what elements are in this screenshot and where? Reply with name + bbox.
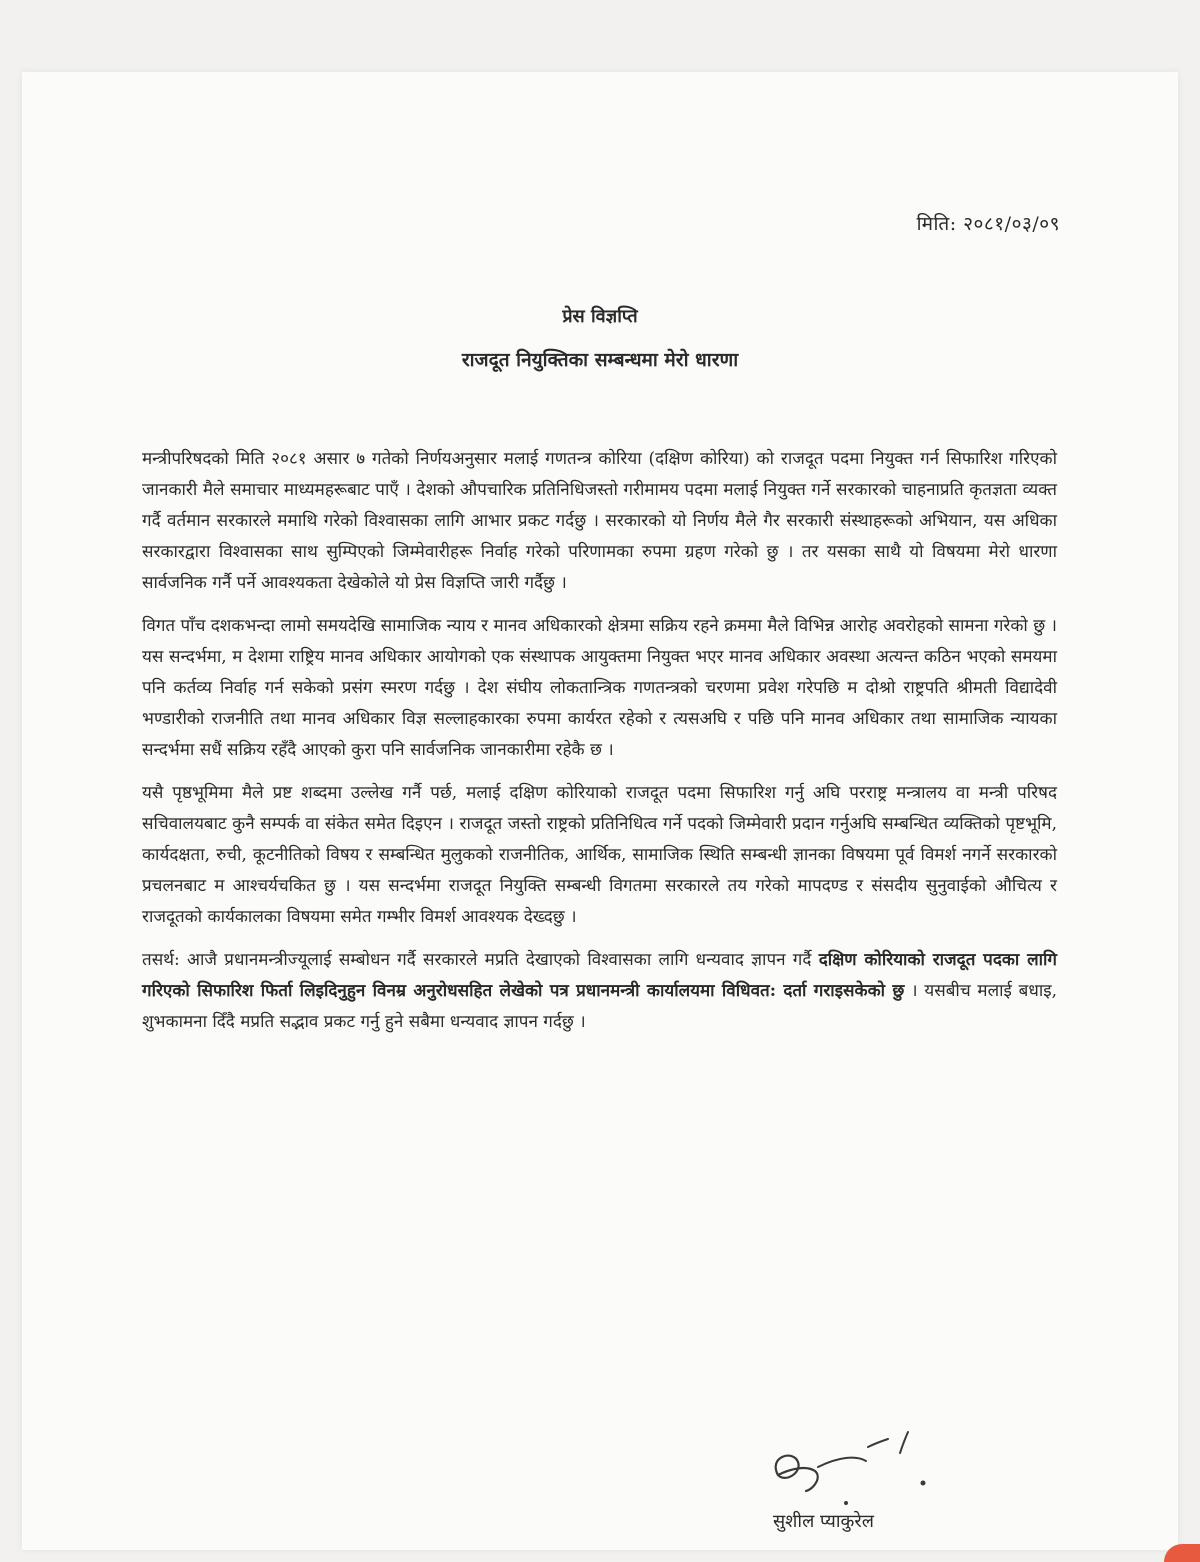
press-release-page [22,72,1178,1550]
document-body [142,444,1057,1050]
signer-name: सुशील प्याकुरेल [773,1511,874,1532]
paragraph-2: विगत पाँच दशकभन्दा लामो समयदेखि सामाजिक न्याय र मानव अधिकारको क्षेत्रमा सक्रिय रहने क्रममा मैले विभिन्न आरोह अवरोहको सामना गरेको छु । यस सन्दर्भमा, म देशमा राष्ट्रिय मानव अधिकार आयोगको एक संस्थापक आयुक्तमा नियुक्त भएर मानव अधिकार अवस्था अत्यन्त कठिन भएको समयमा पनि कर्तव्य निर्वाह गर्न सकेको प्रसंग स्मरण गर्दछु । देश संघीय लोकतान्त्रिक गणतन्त्रको चरणमा प्रवेश गरेपछि म दोश्रो राष्ट्रपति श्रीमती विद्यादेवी भण्डारीको राजनीति तथा मानव अधिकार विज्ञ सल्लाहकारका रुपमा कार्यरत रहेको र त्यसअघि र पछि पनि मानव अधिकार तथा सामाजिक न्यायका सन्दर्भमा सधैं सक्रिय रहँदै आएको कुरा पनि सार्वजनिक जानकारीमा रहेकै छ । [142,616,1057,760]
handwritten-signature [718,1417,968,1507]
paragraph-4 [142,945,1057,1038]
paragraph-4-intro: तसर्थ: आजै प्रधानमन्त्रीज्यूलाई सम्बोधन गर्दै सरकारले मप्रति देखाएको विश्वासका लागि धन्यवाद ज्ञापन गर्दै [142,950,819,970]
document-heading: प्रेस विज्ञप्ति [562,306,638,327]
signature-block [718,1417,968,1537]
document-date: मिति: २०८१/०३/०९ [916,213,1060,235]
paragraph-1: मन्त्रीपरिषदको मिति २०८१ असार ७ गतेको निर्णयअनुसार मलाई गणतन्त्र कोरिया (दक्षिण कोरिया) को राजदूत पदमा नियुक्त गर्न सिफारिश गरिएको जानकारी मैले समाचार माध्यमहरूबाट पाएँ । देशको औपचारिक प्रतिनिधिजस्तो गरीमामय पदमा मलाई नियुक्त गर्ने सरकारको चाहनाप्रति कृतज्ञता व्यक्त गर्दै वर्तमान सरकारले ममाथि गरेको विश्वासका लागि आभार प्रकट गर्दछु । सरकारको यो निर्णय मैले गैर सरकारी संस्थाहरूको अभियान, यस अधिका सरकारद्वारा विश्वासका साथ सुम्पिएको जिम्मेवारीहरू निर्वाह गरेको परिणामका रुपमा ग्रहण गरेको छु । तर यसका साथै यो विषयमा मेरो धारणा सार्वजनिक गर्नै पर्ने आवश्यकता देखेकोले यो प्रेस विज्ञप्ति जारी गर्दैछु । [142,449,1057,593]
paragraph-4-outro: । यसबीच मलाई बधाइ, शुभकामना दिँदै मप्रति सद्भाव प्रकट गर्नु हुने सबैमा धन्यवाद ज्ञापन गर्दछु । [142,981,1057,1032]
paragraph-4-bold-statement: दक्षिण कोरियाको राजदूत पदका लागि गरिएको सिफारिश फिर्ता लिइदिनुहुन विनम्र अनुरोधसहित लेखेको पत्र प्रधानमन्त्री कार्यालयमा विधिवत: दर्ता गराइसकेको छु [142,950,1057,1001]
document-subject: राजदूत नियुक्तिका सम्बन्धमा मेरो धारणा [461,349,739,371]
paragraph-3: यसै पृष्ठभूमिमा मैले प्रष्ट शब्दमा उल्लेख गर्नै पर्छ, मलाई दक्षिण कोरियाको राजदूत पदमा सिफारिश गर्नु अघि परराष्ट्र मन्त्रालय वा मन्त्री परिषद सचिवालयबाट कुनै सम्पर्क वा संकेत समेत दिइएन । राजदूत जस्तो राष्ट्रको प्रतिनिधित्व गर्ने पदको जिम्मेवारी प्रदान गर्नुअघि सम्बन्धित व्यक्तिको पृष्टभूमि, कार्यदक्षता, रुची, कूटनीतिको विषय र सम्बन्धित मुलुकको राजनीतिक, आर्थिक, सामाजिक स्थिति सम्बन्धी ज्ञानका विषयमा पूर्व विमर्श नगर्ने सरकारको प्रचलनबाट म आश्चर्यचकित छु । यस सन्दर्भमा राजदूत नियुक्ति सम्बन्धी विगतमा सरकारले तय गरेको मापदण्ड र संसदीय सुनुवाईको औचित्य र राजदूतको कार्यकालका विषयमा समेत गम्भीर विमर्श आवश्यक देख्दछु । [142,783,1057,927]
